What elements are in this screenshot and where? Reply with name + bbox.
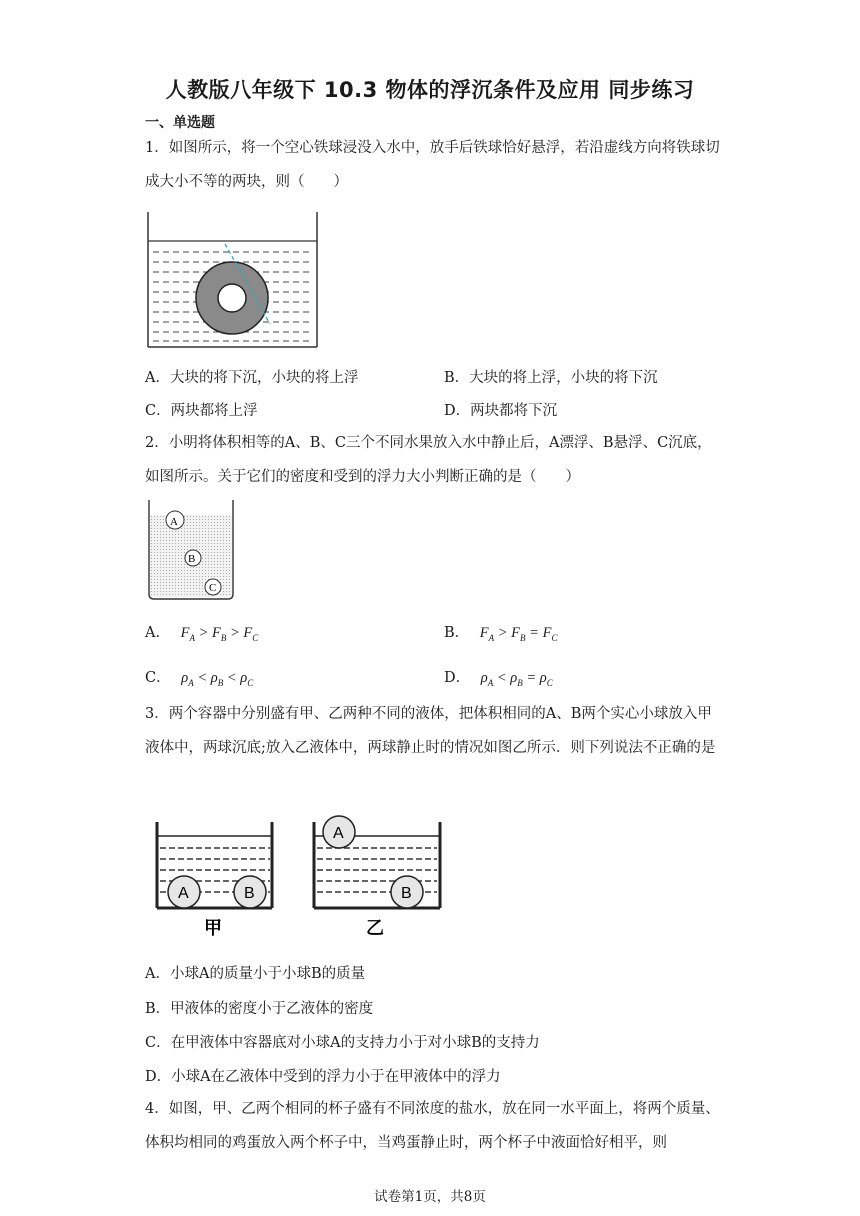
- left-ball-b-label: B: [244, 885, 255, 902]
- fruits-in-water-figure: [145, 498, 237, 603]
- two-containers-figure: [150, 814, 450, 942]
- question-1-option-c: C．两块都将上浮: [145, 403, 258, 419]
- fruit-label-b: B: [188, 553, 196, 565]
- question-3-text: 3．两个容器中分别盛有甲、乙两种不同的液体，把体积相同的A、B两个实心小球放入甲液体中，两球沉底;放入乙液体中，两球静止时的情况如图乙所示．则下列说法不正确的是: [145, 706, 716, 756]
- right-ball-b-label: B: [401, 885, 412, 902]
- page-title: 人教版八年级下 10.3 物体的浮沉条件及应用 同步练习: [165, 78, 695, 102]
- hollow-iron-ball-figure: [145, 210, 320, 350]
- question-3-option-c: C．在甲液体中容器底对小球A的支持力小于对小球B的支持力: [145, 1035, 540, 1051]
- section-heading: 一、单选题: [145, 115, 215, 131]
- question-2-option-d: D． $\rho_A < \rho_B = \rho_C$: [444, 670, 553, 688]
- right-container-caption: 乙: [366, 918, 384, 939]
- question-2-option-a: A． $F_A > F_B > F_C$: [145, 625, 259, 643]
- left-ball-a-label: A: [178, 885, 189, 902]
- question-2-option-b: B． $F_A > F_B = F_C$: [444, 625, 558, 643]
- question-1-option-a: A．大块的将下沉，小块的将上浮: [145, 370, 359, 386]
- question-1-option-b: B．大块的将上浮，小块的将下沉: [444, 370, 658, 386]
- question-3-option-a: A．小球A的质量小于小球B的质量: [145, 966, 366, 982]
- question-4-text: 4．如图，甲、乙两个相同的杯子盛有不同浓度的盐水，放在同一水平面上，将两个质量、体积均相同的鸡蛋放入两个杯子中，当鸡蛋静止时，两个杯子中液面恰好相平，则: [145, 1101, 720, 1151]
- question-1-option-d: D．两块都将下沉: [444, 403, 558, 419]
- question-3-option-d: D．小球A在乙液体中受到的浮力小于在甲液体中的浮力: [145, 1069, 501, 1085]
- question-1-text: 1．如图所示，将一个空心铁球浸没入水中，放手后铁球恰好悬浮，若沿虚线方向将铁球切成大小不等的两块，则（ ）: [145, 140, 720, 190]
- question-3-option-b: B．甲液体的密度小于乙液体的密度: [145, 1001, 374, 1017]
- right-ball-a-label: A: [333, 825, 344, 842]
- question-2-text: 2．小明将体积相等的A、B、C三个不同水果放入水中静止后，A漂浮、B悬浮、C沉底，如图所示。关于它们的密度和受到的浮力大小判断正确的是（ ）: [145, 435, 712, 485]
- fruit-label-a: A: [170, 516, 178, 528]
- left-container-caption: 甲: [204, 918, 222, 939]
- page-footer: 试卷第1页，共8页: [374, 1189, 486, 1205]
- fruit-label-c: C: [209, 582, 217, 594]
- question-2-option-c: C． $\rho_A < \rho_B < \rho_C$: [145, 670, 254, 688]
